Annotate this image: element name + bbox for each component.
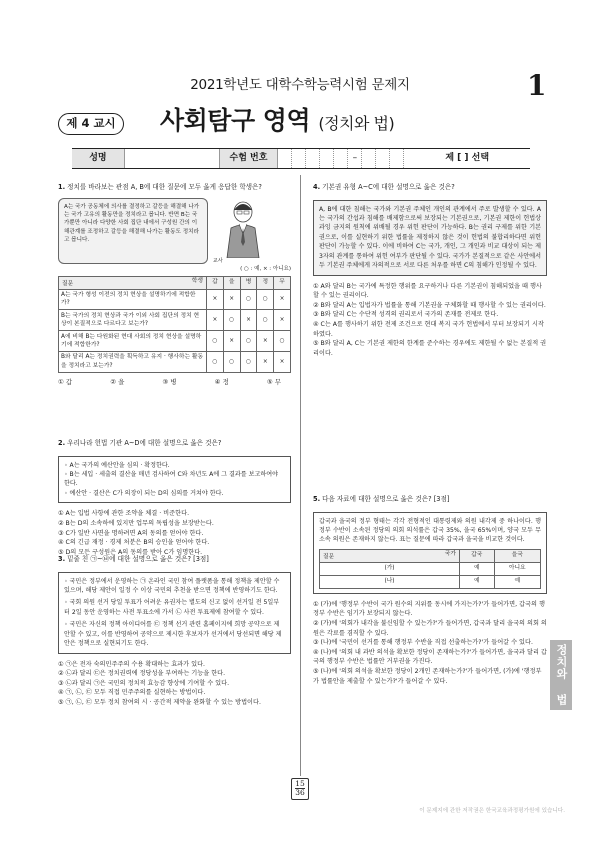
id-dash: – (348, 149, 362, 168)
table-row: (나) 예 예 (320, 575, 541, 588)
table-row: B와 달리 A는 정치권력을 획득하고 유지 · 행사하는 활동을 정치라고 보는가? ○ ○ ○ × × (59, 351, 291, 372)
choice[interactable]: ⑤ ㉠, ㉡, ㉢ 모두 정치 참여의 시 · 공간적 제약을 완화할 수 있는 방법이다. (58, 699, 261, 707)
footer-total: 36 (295, 788, 305, 798)
choice[interactable]: ① 갑 (58, 377, 73, 386)
q1-table-corner: 학생 질문 (59, 276, 207, 289)
choice[interactable]: ④ ㉠, ㉡, ㉢ 모두 직접 민주주의를 실현하는 방법이다. (58, 689, 206, 697)
choice[interactable]: ③ ㉡과 달리 ㉠은 국민의 정치적 효능감 향상에 기여할 수 있다. (58, 679, 230, 687)
page-number: 1 (527, 69, 547, 102)
session-badge: 제 4 교시 (58, 113, 124, 135)
choice[interactable]: ⑤ B와 달리 A, C는 기본권 제한의 한계를 준수하는 경우에도 제한될 수 없는 본질적 권리이다. (313, 340, 547, 357)
choice[interactable]: ④ (나)에 '의회 내 과반 의석을 확보한 정당이 존재하는가?'가 들어가면, 을국과 달리 갑국의 행정부 수반은 법률안 거부권을 가진다. (313, 648, 547, 666)
id-label: 수험 번호 (220, 149, 278, 168)
question-2 (58, 439, 291, 557)
table-row: A는 국가 형성 이전의 정치 현상을 설명하기에 적합한가? × × ○ ○ × (59, 289, 291, 310)
question-1 (58, 183, 291, 387)
footer-page: 15 (295, 779, 305, 788)
q4-choices (313, 282, 547, 359)
question-5 (313, 495, 547, 686)
choice[interactable]: ③ (나)에 '국민이 선거를 통해 행정부 수반을 직접 선출하는가?'가 들어갈 수 있다. (313, 639, 533, 647)
choice[interactable]: ② (가)에 '의회가 내각을 불신임할 수 있는가?'가 들어가면, 갑국과 달리 을국의 의회 의원은 각료를 겸직할 수 있다. (313, 620, 547, 637)
q3-choices (58, 660, 291, 708)
q1-legend: ( ○ : 예, × : 아니요) (240, 265, 291, 272)
country-col: 갑국 (460, 549, 495, 562)
country-col: 을국 (494, 549, 540, 562)
choice[interactable]: ② ㉡과 달리 ㉢은 정치권력에 정당성을 부여하는 기능을 한다. (58, 670, 226, 678)
page-footer (282, 778, 318, 800)
q2-choices (58, 509, 291, 557)
q3-stem: 3. 밑줄 친 ㉠~㉥에 대한 설명으로 옳은 것은? [3점] (58, 555, 209, 563)
q1-table (58, 276, 291, 373)
choice[interactable]: ④ C는 A를 행사하기 위한 전제 조건으로 현대 복지 국가 헌법에서 부터 보장되기 시작하였다. (313, 321, 544, 338)
subject-sub: (정치와 법) (318, 114, 395, 133)
q5-choices (313, 600, 547, 686)
teacher-speech-bubble: A는 국가 공동체에 의사를 결정하고 갈등을 해결해 나가는 국가 고유의 활동만을 정치라고 봅니다. 반면 B는 국가뿐만 아니라 다양한 사회 집단 내에서 구성원 간의 이해관계를 조정하고 갈등을 해결해 나가는 활동도 정치라고 봅니다. (58, 198, 208, 264)
q5-table-corner: 국가 질문 (320, 549, 460, 562)
q3-box: ◦ 국민은 정부에서 운영하는 ㉠ 온라인 국민 참여 플랫폼을 통해 정책을 제안할 수 있으며, 해당 제안이 일정 수 이상 국민의 추천을 받으면 정책에 반영하기도 한다. ◦ 국회 의원 선거 당일 투표가 어려운 유권자는 별도의 신고 없이 선거일 전 5일부터 2일 동안 운영하는 사전 투표소에 가서 ㉡ 사전 투표제에 참여할 수 있다. ◦ 국민은 자신의 정책 아이디어를 ㉢ 정책 선거 관련 홈페이지에 희망 공약으로 제안할 수 있고, 이를 반영하여 공약으로 제시한 후보자가 선거에서 당선되면 해당 제안은 정책으로 실현되기도 한다. (58, 572, 291, 654)
teacher-label: 교사 (213, 257, 223, 264)
select-label[interactable]: 제 [ ] 선택 (404, 149, 530, 168)
q2-box: ◦ A는 국가의 예산안을 심의 · 확정한다. ◦ B는 세입 · 세출의 결산을 매년 검사하여 C와 차년도 A에 그 결과를 보고하여야 한다. ◦ 예산안 · 결산은 C가 의장이 되는 D의 심의를 거쳐야 한다. (58, 456, 291, 504)
choice[interactable]: ① A와 달리 B는 국가에 특정한 행위를 요구하거나 다른 기본권이 침해되었을 때 행사할 수 있는 권리이다. (313, 282, 542, 300)
choice[interactable]: ⑤ D의 모든 구성원은 A의 동의를 받아 C가 임명한다. (58, 548, 203, 556)
id-field[interactable] (277, 149, 404, 168)
choice[interactable]: ④ 정 (214, 377, 229, 386)
choice[interactable]: ① ㉠은 전자 숙의민주주의 수용 확대하는 효과가 있다. (58, 660, 206, 668)
choice[interactable]: ③ 병 (162, 377, 177, 386)
candidate-info-row (72, 148, 530, 169)
q4-stem: 4. 기본권 유형 A~C에 대한 설명으로 옳은 것은? (313, 183, 455, 191)
question-3 (58, 555, 291, 708)
choice[interactable]: ② B와 달리 A는 입법자가 법률을 통해 기본권을 구체화할 때 행사할 수 있는 권리이다. (313, 301, 546, 309)
choice[interactable]: ③ B와 달리 C는 수단적 성격의 권리로서 국가의 존재를 전제로 한다. (313, 311, 499, 319)
table-row: B는 국가의 정치 현상과 국가 이외 사회 집단의 정치 현상이 본질적으로 다르다고 보는가? × ○ × ○ × (59, 310, 291, 331)
column-divider (300, 175, 301, 776)
q1-choices (58, 378, 291, 387)
subject-side-tab: 정치와 법 (550, 640, 572, 710)
table-row: A에 비해 B는 다원화된 현대 사회의 정치 현상을 설명하기에 적합한가? ○ × ○ × ○ (59, 331, 291, 352)
exam-title: 2021학년도 대학수학능력시험 문제지 (190, 77, 410, 93)
q5-box: 갑국과 을국의 정부 형태는 각각 전형적인 대통령제와 의원 내각제 중 하나이다. 행정부 수반이 소속된 정당의 의회 의석률은 갑국 35%, 을국 65%이며, 양국 모두 무소속 의원은 존재하지 않는다. 표는 질문에 따라 갑국과 을국을 비교한 것이다. 국가 질문 갑국 을국 (가) 예 아니요 (나) 예 예 (313, 512, 547, 594)
subject-title (160, 103, 394, 139)
student-col: 병 (240, 276, 257, 289)
choice[interactable]: ① (가)에 '행정부 수반이 국가 원수의 지위를 동시에 가지는가?'가 들어가면, 갑국의 행정부 수반은 임기가 보장되지 않는다. (313, 600, 545, 618)
student-col: 정 (257, 276, 274, 289)
q5-table (319, 549, 541, 589)
choice[interactable]: ② B는 D의 소속하에 있지만 업무의 독립성을 보장받는다. (58, 519, 214, 527)
name-label: 성명 (72, 149, 124, 168)
name-field[interactable] (124, 149, 220, 168)
student-col: 을 (223, 276, 240, 289)
table-row: (가) 예 아니요 (320, 562, 541, 575)
copyright-notice: 이 문제지에 관한 저작권은 한국교육과정평가원에 있습니다. (419, 808, 565, 814)
choice[interactable]: ⑤ 무 (266, 377, 281, 386)
student-col: 무 (274, 276, 291, 289)
teacher-illustration (213, 198, 273, 264)
subject-main: 사회탐구 영역 (160, 106, 311, 135)
choice[interactable]: ② 을 (110, 377, 125, 386)
choice[interactable]: ④ C의 긴급 재정 · 경제 처분은 B의 승인을 얻어야 한다. (58, 539, 210, 547)
question-4 (313, 183, 547, 358)
teacher-icon (213, 198, 273, 258)
choice[interactable]: ⑤ (나)에 '의회 의석을 확보한 정당이 2개인 존재하는가?'가 들어가면, (가)에 '행정부가 법률안을 제출할 수 있는가?'가 들어갈 수 있다. (313, 668, 542, 685)
student-col: 갑 (207, 276, 224, 289)
q1-stem: 1. 정치를 바라보는 관점 A, B에 대한 질문에 모두 옳게 응답한 학생은? (58, 183, 262, 191)
choice[interactable]: ③ C가 일반 사면을 명하려면 A의 동의를 얻어야 한다. (58, 529, 204, 537)
q4-box: A, B에 대한 침해는 국가와 기본권 주체인 개인의 관계에서 주로 발생할 수 있다. A는 국가의 간섭과 침해를 배제함으로써 보장되는 기본권으로, 기본권 제한이 헌법상 과잉 금지의 원칙에 위배될 경우 위헌 판단이 가능하다. B는 권리 구제를 위한 기본권으로, 이를 실현하기 위한 법률을 제정하지 않은 것이 헌법의 불합리하다면 위헌 판단이 가능할 수 있다. 이에 비하여 C는 국가, 개인, 그 개인과 비교 대상이 되는 제3자의 관계를 통하여 위헌 여부가 판단될 수 있다. 국가가 본질적으로 같은 사안에서 두 기본권 주체에게 자의적으로 서로 다른 처우를 하면 C의 침해가 인정될 수 있다. (313, 200, 547, 276)
choice[interactable]: ① A는 입법 사항에 관한 조약을 체결 · 비준한다. (58, 510, 190, 518)
q5-stem: 5. 다음 자료에 대한 설명으로 옳은 것은? [3점] (313, 495, 450, 503)
q2-stem: 2. 우리나라 헌법 기관 A~D에 대한 설명으로 옳은 것은? (58, 439, 222, 447)
